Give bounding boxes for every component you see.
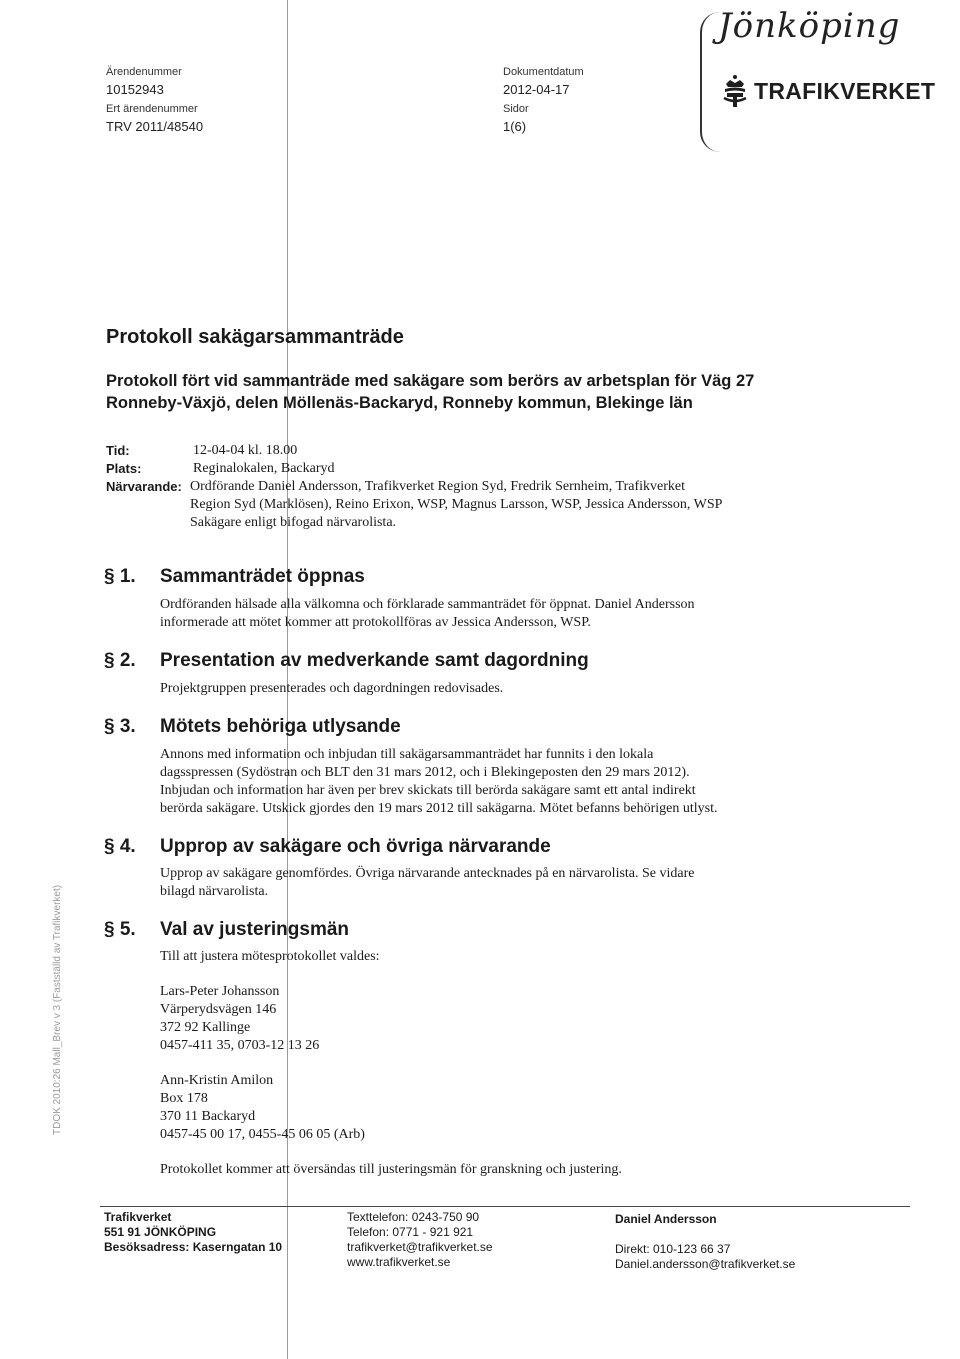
body-line: Projektgruppen presenterades och dagordningen redovisades. (160, 681, 504, 696)
datum-value: 2012-04-17 (503, 82, 570, 97)
section-number: § 2. (104, 650, 136, 671)
footer-tel: Telefon: 0771 - 921 921 (347, 1225, 474, 1239)
body-line: Ordföranden hälsade alla välkomna och förklarade sammanträdet för öppnat. Daniel Andersson (160, 597, 695, 612)
narvarande-line: Sakägare enligt bifogad närvarolista. (190, 515, 397, 530)
header-meta-left (106, 66, 203, 134)
footer-texttel: Texttelefon: 0243-750 90 (347, 1210, 480, 1224)
section-title: Presentation av medverkande samt dagordning (160, 650, 589, 671)
section-body (160, 680, 880, 698)
address-line: 372 92 Kallinge (160, 1020, 251, 1035)
tid-label: Tid: (106, 443, 130, 458)
section-title: Mötets behöriga utlysande (160, 716, 401, 737)
narvarande-line: Ordförande Daniel Andersson, Trafikverket Region Syd, Fredrik Sernheim, Trafikverket (190, 479, 685, 494)
section-number: § 4. (104, 836, 136, 857)
arende-label: Ärendenummer (106, 66, 182, 78)
footer-person (615, 1212, 795, 1272)
section-number: § 5. (104, 919, 136, 940)
address-line: Lars-Peter Johansson (160, 984, 280, 999)
body-line: bilagd närvarolista. (160, 884, 269, 899)
footer-email[interactable]: trafikverket@trafikverket.se (347, 1240, 493, 1254)
body-line: Inbjudan och information har även per brev skickats till berörda sakägare samt ett antal indirekt (160, 783, 696, 798)
body-line: berörda sakägare. Utskick gjordes den 19 mars 2012 till sakägarna. Mötet befanns behörigen utlyst. (160, 801, 718, 816)
section-body (160, 746, 880, 818)
footer-direct: Direkt: 010-123 66 37 (615, 1242, 731, 1256)
header-meta-right (503, 66, 584, 134)
address-line: Värperydsvägen 146 (160, 1002, 277, 1017)
plats-label: Plats: (106, 461, 142, 476)
address-line: 0457-45 00 17, 0455-45 06 05 (Arb) (160, 1127, 365, 1142)
footer-contact-name: Daniel Andersson (615, 1212, 717, 1226)
ert-arende-value: TRV 2011/48540 (106, 119, 204, 134)
section-body (160, 596, 880, 632)
body-line: dagsspressen (Sydöstran och BLT den 31 mars 2012, och i Blekingeposten den 29 mars 2012). (160, 765, 690, 780)
template-side-text: TDOK 2010:26 Mall_Brev v 3 (Fastställd av Trafikverket) (52, 884, 63, 1135)
handwritten-note: Jönköping (718, 6, 901, 46)
justerare-address (160, 1072, 560, 1144)
body-line: Till att justera mötesprotokollet valdes: (160, 949, 380, 964)
section-body (160, 865, 880, 901)
datum-label: Dokumentdatum (503, 66, 584, 78)
subtitle-line: Ronneby-Växjö, delen Möllenäs-Backaryd, Ronneby kommun, Blekinge län (106, 394, 693, 412)
trafikverket-logo (722, 74, 935, 108)
address-line: 370 11 Backaryd (160, 1109, 256, 1124)
address-line: Box 178 (160, 1091, 208, 1106)
footer-contact-email[interactable]: Daniel.andersson@trafikverket.se (615, 1257, 796, 1271)
footer-web[interactable]: www.trafikverket.se (347, 1255, 451, 1269)
section-title: Upprop av sakägare och övriga närvarande (160, 836, 551, 857)
document-title: Protokoll sakägarsammanträde (106, 326, 404, 348)
closing-statement: Protokollet kommer att översändas till justeringsmän för granskning och justering. (160, 1162, 622, 1177)
footer-divider (100, 1206, 910, 1207)
body-line: informerade att mötet kommer att protokollföras av Jessica Andersson, WSP. (160, 615, 591, 630)
footer-address (104, 1210, 282, 1255)
footer-postal: 551 91 JÖNKÖPING (104, 1225, 217, 1239)
arende-value: 10152943 (106, 82, 164, 97)
footer-org: Trafikverket (104, 1210, 172, 1224)
plats-value: Reginalokalen, Backaryd (193, 461, 335, 476)
section-body (160, 948, 880, 966)
body-line: Annons med information och inbjudan till sakägarsammanträdet har funnits i den lokala (160, 747, 654, 762)
justerare-address (160, 983, 560, 1055)
ert-arende-label: Ert ärendenummer (106, 103, 198, 115)
tid-value: 12-04-04 kl. 18.00 (193, 443, 298, 458)
narvarande-label: Närvarande: (106, 479, 182, 494)
crown-icon (722, 74, 748, 108)
body-line: Upprop av sakägare genomfördes. Övriga närvarande antecknades på en närvarolista. Se vidare (160, 866, 695, 881)
address-line: Ann-Kristin Amilon (160, 1073, 274, 1088)
subtitle-line: Protokoll fört vid sammanträde med sakägare som berörs av arbetsplan för Väg 27 (106, 372, 755, 390)
logo-wordmark: TRAFIKVERKET (754, 77, 936, 104)
section-title: Val av justeringsmän (160, 919, 350, 940)
narvarande-line: Region Syd (Marklösen), Reino Erixon, WSP, Magnus Larsson, WSP, Jessica Andersson, WSP (190, 497, 723, 512)
section-number: § 1. (104, 566, 136, 587)
document-subtitle (106, 370, 866, 414)
address-line: 0457-411 35, 0703-12 13 26 (160, 1038, 320, 1053)
section-title: Sammanträdet öppnas (160, 566, 365, 587)
sidor-value: 1(6) (503, 119, 527, 134)
section-number: § 3. (104, 716, 136, 737)
footer-visit: Besöksadress: Kaserngatan 10 (104, 1240, 283, 1254)
footer-contact (347, 1210, 493, 1270)
handwritten-bracket (700, 12, 720, 152)
narvarande-value (190, 478, 890, 532)
sidor-label: Sidor (503, 103, 529, 115)
